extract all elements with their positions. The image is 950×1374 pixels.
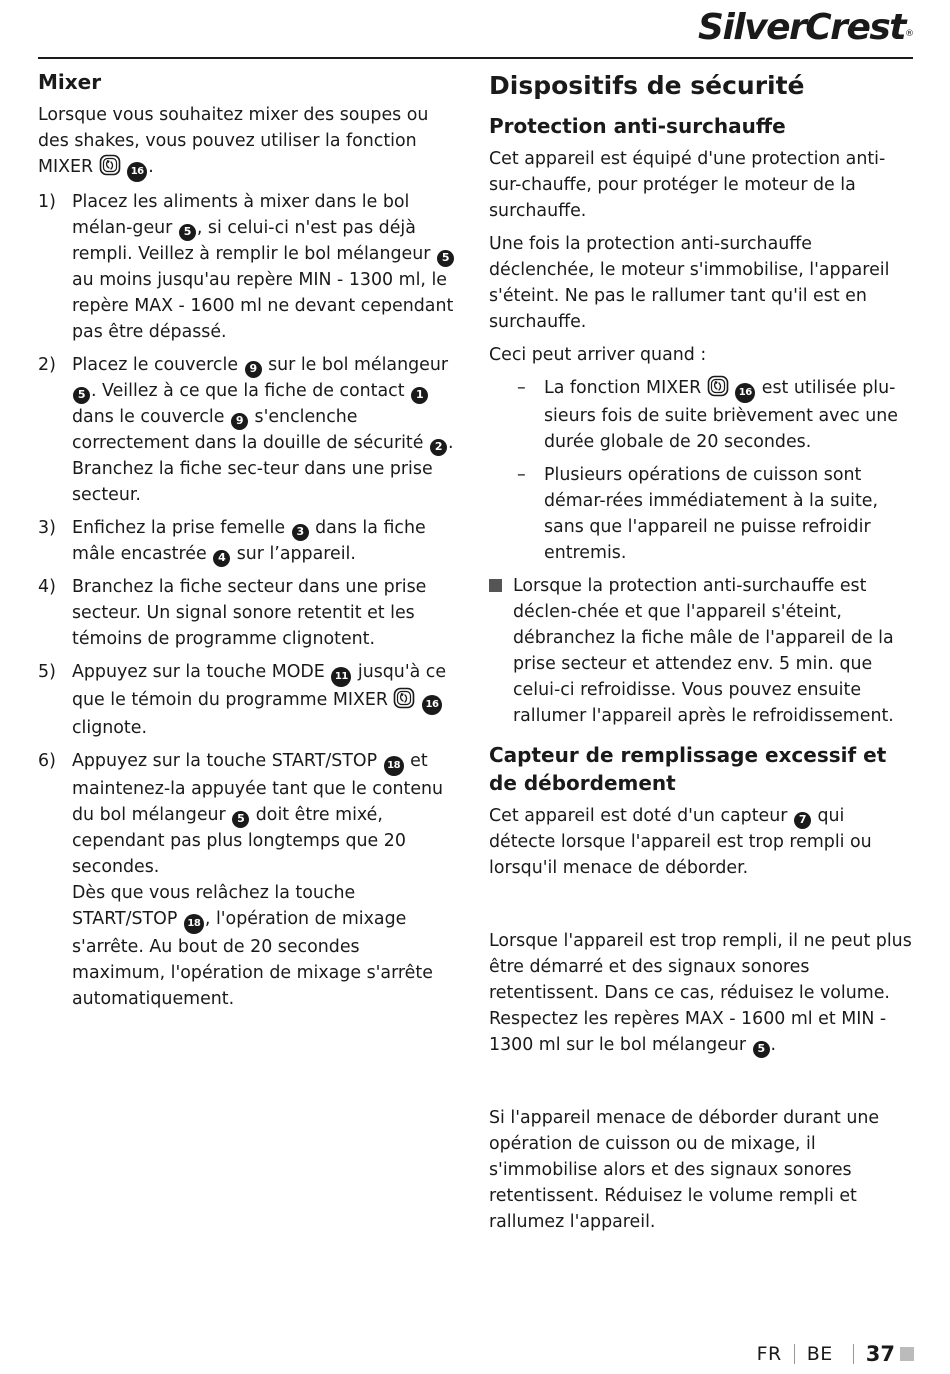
step-number: 4) (38, 577, 56, 597)
mixer-intro-end: . (148, 157, 154, 177)
overheat-heading: Protection anti-surchauffe (489, 114, 786, 138)
step-number: 3) (38, 518, 56, 538)
ref-badge: 5 (753, 1041, 770, 1058)
ref-badge: 18 (384, 756, 404, 776)
step-text: dans le couvercle (72, 407, 225, 427)
overheat-p3: Ceci peut arriver quand : (489, 345, 707, 365)
step-text: . Branchez la fiche sec-teur dans une prise secteur. (72, 433, 454, 505)
mixer-steps (38, 189, 456, 1012)
ref-badge: 16 (735, 383, 755, 403)
list-item (489, 375, 913, 455)
step-text: sur l’appareil. (231, 544, 356, 564)
sensor-p3: Si l'appareil menace de déborder durant une opération de cuisson ou de mixage, il s'immobilise alors et des signaux sonores retentissent. Réduisez le volume rempli et rallumez l'appareil. (489, 1108, 880, 1232)
step-text: , si celui-ci n'est pas déjà rempli. Veillez à remplir le bol mélangeur (72, 218, 431, 264)
sensor-heading: Capteur de remplissage excessif et de débordement (489, 743, 887, 795)
mixer-intro-text: Lorsque vous souhaitez mixer des soupes ou des shakes, vous pouvez utiliser la fonction MIXER (38, 105, 429, 177)
page-square-icon (900, 1347, 914, 1361)
step-number: 2) (38, 355, 56, 375)
list-text: La fonction MIXER (544, 378, 702, 398)
step-text: au moins jusqu'au repère MIN - 1300 ml, le repère MAX - 1600 ml ne devant cependant pas être dépassé. (72, 270, 454, 342)
overheat-p1: Cet appareil est équipé d'une protection anti-sur-chauffe, pour protéger le moteur de la surchauffe. (489, 149, 886, 221)
ref-badge: 7 (794, 812, 811, 829)
right-column (489, 66, 913, 1242)
step-item (38, 659, 456, 741)
ref-badge: 9 (231, 413, 248, 430)
mixer-heading: Mixer (38, 70, 102, 94)
sensor-text: . (770, 1035, 777, 1055)
language-be: BE (806, 1343, 833, 1365)
step-text: Appuyez sur la touche START/STOP (72, 751, 378, 771)
sensor-p1 (489, 803, 913, 881)
step-text: et maintenez-la appuyée tant que le contenu du bol mélangeur (72, 751, 444, 825)
step-text: . Veillez à ce que la fiche de contact (91, 381, 405, 401)
brand-registered-mark: ® (905, 29, 914, 39)
mixer-program-icon (393, 687, 415, 709)
safety-title: Dispositifs de sécurité (489, 71, 805, 100)
language-fr: FR (756, 1343, 782, 1365)
spacer (489, 1065, 913, 1105)
ref-badge: 3 (292, 524, 309, 541)
header-rule (38, 57, 913, 59)
ref-badge: 16 (127, 162, 147, 182)
step-item (38, 189, 456, 345)
brand-logo (698, 6, 914, 50)
step-text: s'enclenche correctement dans la douille de sécurité (72, 407, 424, 453)
mixer-program-icon (707, 375, 729, 397)
step-text: Dès que vous relâchez la touche START/STOP (72, 883, 356, 929)
ref-badge: 11 (331, 667, 351, 687)
left-column (38, 66, 456, 1019)
brand-logo-part2: Crest (805, 7, 905, 48)
sensor-text: qui détecte lorsque l'appareil est trop rempli ou lorsqu'il menace de déborder. (489, 806, 872, 878)
sensor-text: Lorsque l'appareil est trop rempli, il ne peut plus être démarré et des signaux sonores retentissent. Dans ce cas, réduisez le volume. Respectez les repères MAX - 1600 ml et MIN - 1300 ml sur le bol mélangeur (489, 931, 912, 1055)
sensor-p2 (489, 928, 913, 1058)
step-item (38, 515, 456, 567)
ref-badge: 1 (411, 387, 428, 404)
step-item (38, 352, 456, 508)
note-text: Lorsque la protection anti-surchauffe est déclen-chée et que l'appareil s'éteint, débranchez la fiche mâle de l'appareil de la prise secteur et attendez env. 5 min. que celui-ci refroidisse. Vous pouvez ensuite rallumer l'appareil après le refroidissement. (513, 576, 894, 726)
step-text: , l'opération de mixage s'arrête. Au bout de 20 secondes maximum, l'opération de mixage s'arrête automatiquement. (72, 909, 433, 1009)
ref-badge: 5 (437, 250, 454, 267)
step-text: Placez les aliments à mixer dans le bol mélan-geur (72, 192, 410, 238)
step-text: Appuyez sur la touche MODE (72, 662, 325, 682)
step-number: 6) (38, 751, 56, 771)
footer-divider (794, 1344, 795, 1364)
ref-badge: 18 (184, 914, 204, 934)
sensor-text: Cet appareil est doté d'un capteur (489, 806, 788, 826)
overheat-note (489, 573, 913, 729)
step-text: Branchez la fiche secteur dans une prise secteur. Un signal sonore retentit et les témoins de programme clignotent. (72, 577, 427, 649)
step-item (38, 574, 456, 652)
step-text: doit être mixé, cependant pas plus longtemps que 20 secondes. (72, 805, 406, 877)
dash-marker: – (517, 465, 526, 485)
ref-badge: 4 (213, 550, 230, 567)
ref-badge: 5 (179, 224, 196, 241)
step-text: clignote. (72, 718, 147, 738)
ref-badge: 9 (245, 361, 262, 378)
ref-badge: 2 (430, 439, 447, 456)
step-text: jusqu'à ce que le témoin du programme MIXER (72, 662, 447, 710)
dash-marker: – (517, 378, 526, 398)
page-footer (757, 1342, 914, 1366)
step-text: dans la fiche mâle encastrée (72, 518, 426, 564)
ref-badge: 5 (232, 811, 249, 828)
note-square-icon (489, 579, 502, 592)
step-item (38, 748, 456, 1012)
overheat-conditions (489, 375, 913, 566)
list-text: est utilisée plu-sieurs fois de suite brièvement avec une durée globale de 20 secondes. (544, 378, 898, 452)
mixer-program-icon (99, 154, 121, 176)
list-item (489, 462, 913, 566)
step-text: Enfichez la prise femelle (72, 518, 286, 538)
ref-badge: 16 (422, 695, 442, 715)
step-text: sur le bol mélangeur (262, 355, 449, 375)
overheat-p2: Une fois la protection anti-surchauffe déclenchée, le moteur s'immobilise, l'appareil s'éteint. Ne pas le rallumer tant qu'il est en surchauffe. (489, 234, 890, 332)
step-text: Placez le couvercle (72, 355, 239, 375)
footer-divider (853, 1344, 854, 1364)
spacer (489, 888, 913, 928)
step-number: 5) (38, 662, 56, 682)
list-text: Plusieurs opérations de cuisson sont démar-rées immédiatement à la suite, sans que l'appareil ne puisse refroidir entremis. (544, 465, 879, 563)
step-number: 1) (38, 192, 56, 212)
brand-logo-part1: Silver (698, 7, 806, 48)
ref-badge: 5 (73, 387, 90, 404)
page-number: 37 (865, 1342, 895, 1366)
mixer-intro (38, 102, 456, 182)
